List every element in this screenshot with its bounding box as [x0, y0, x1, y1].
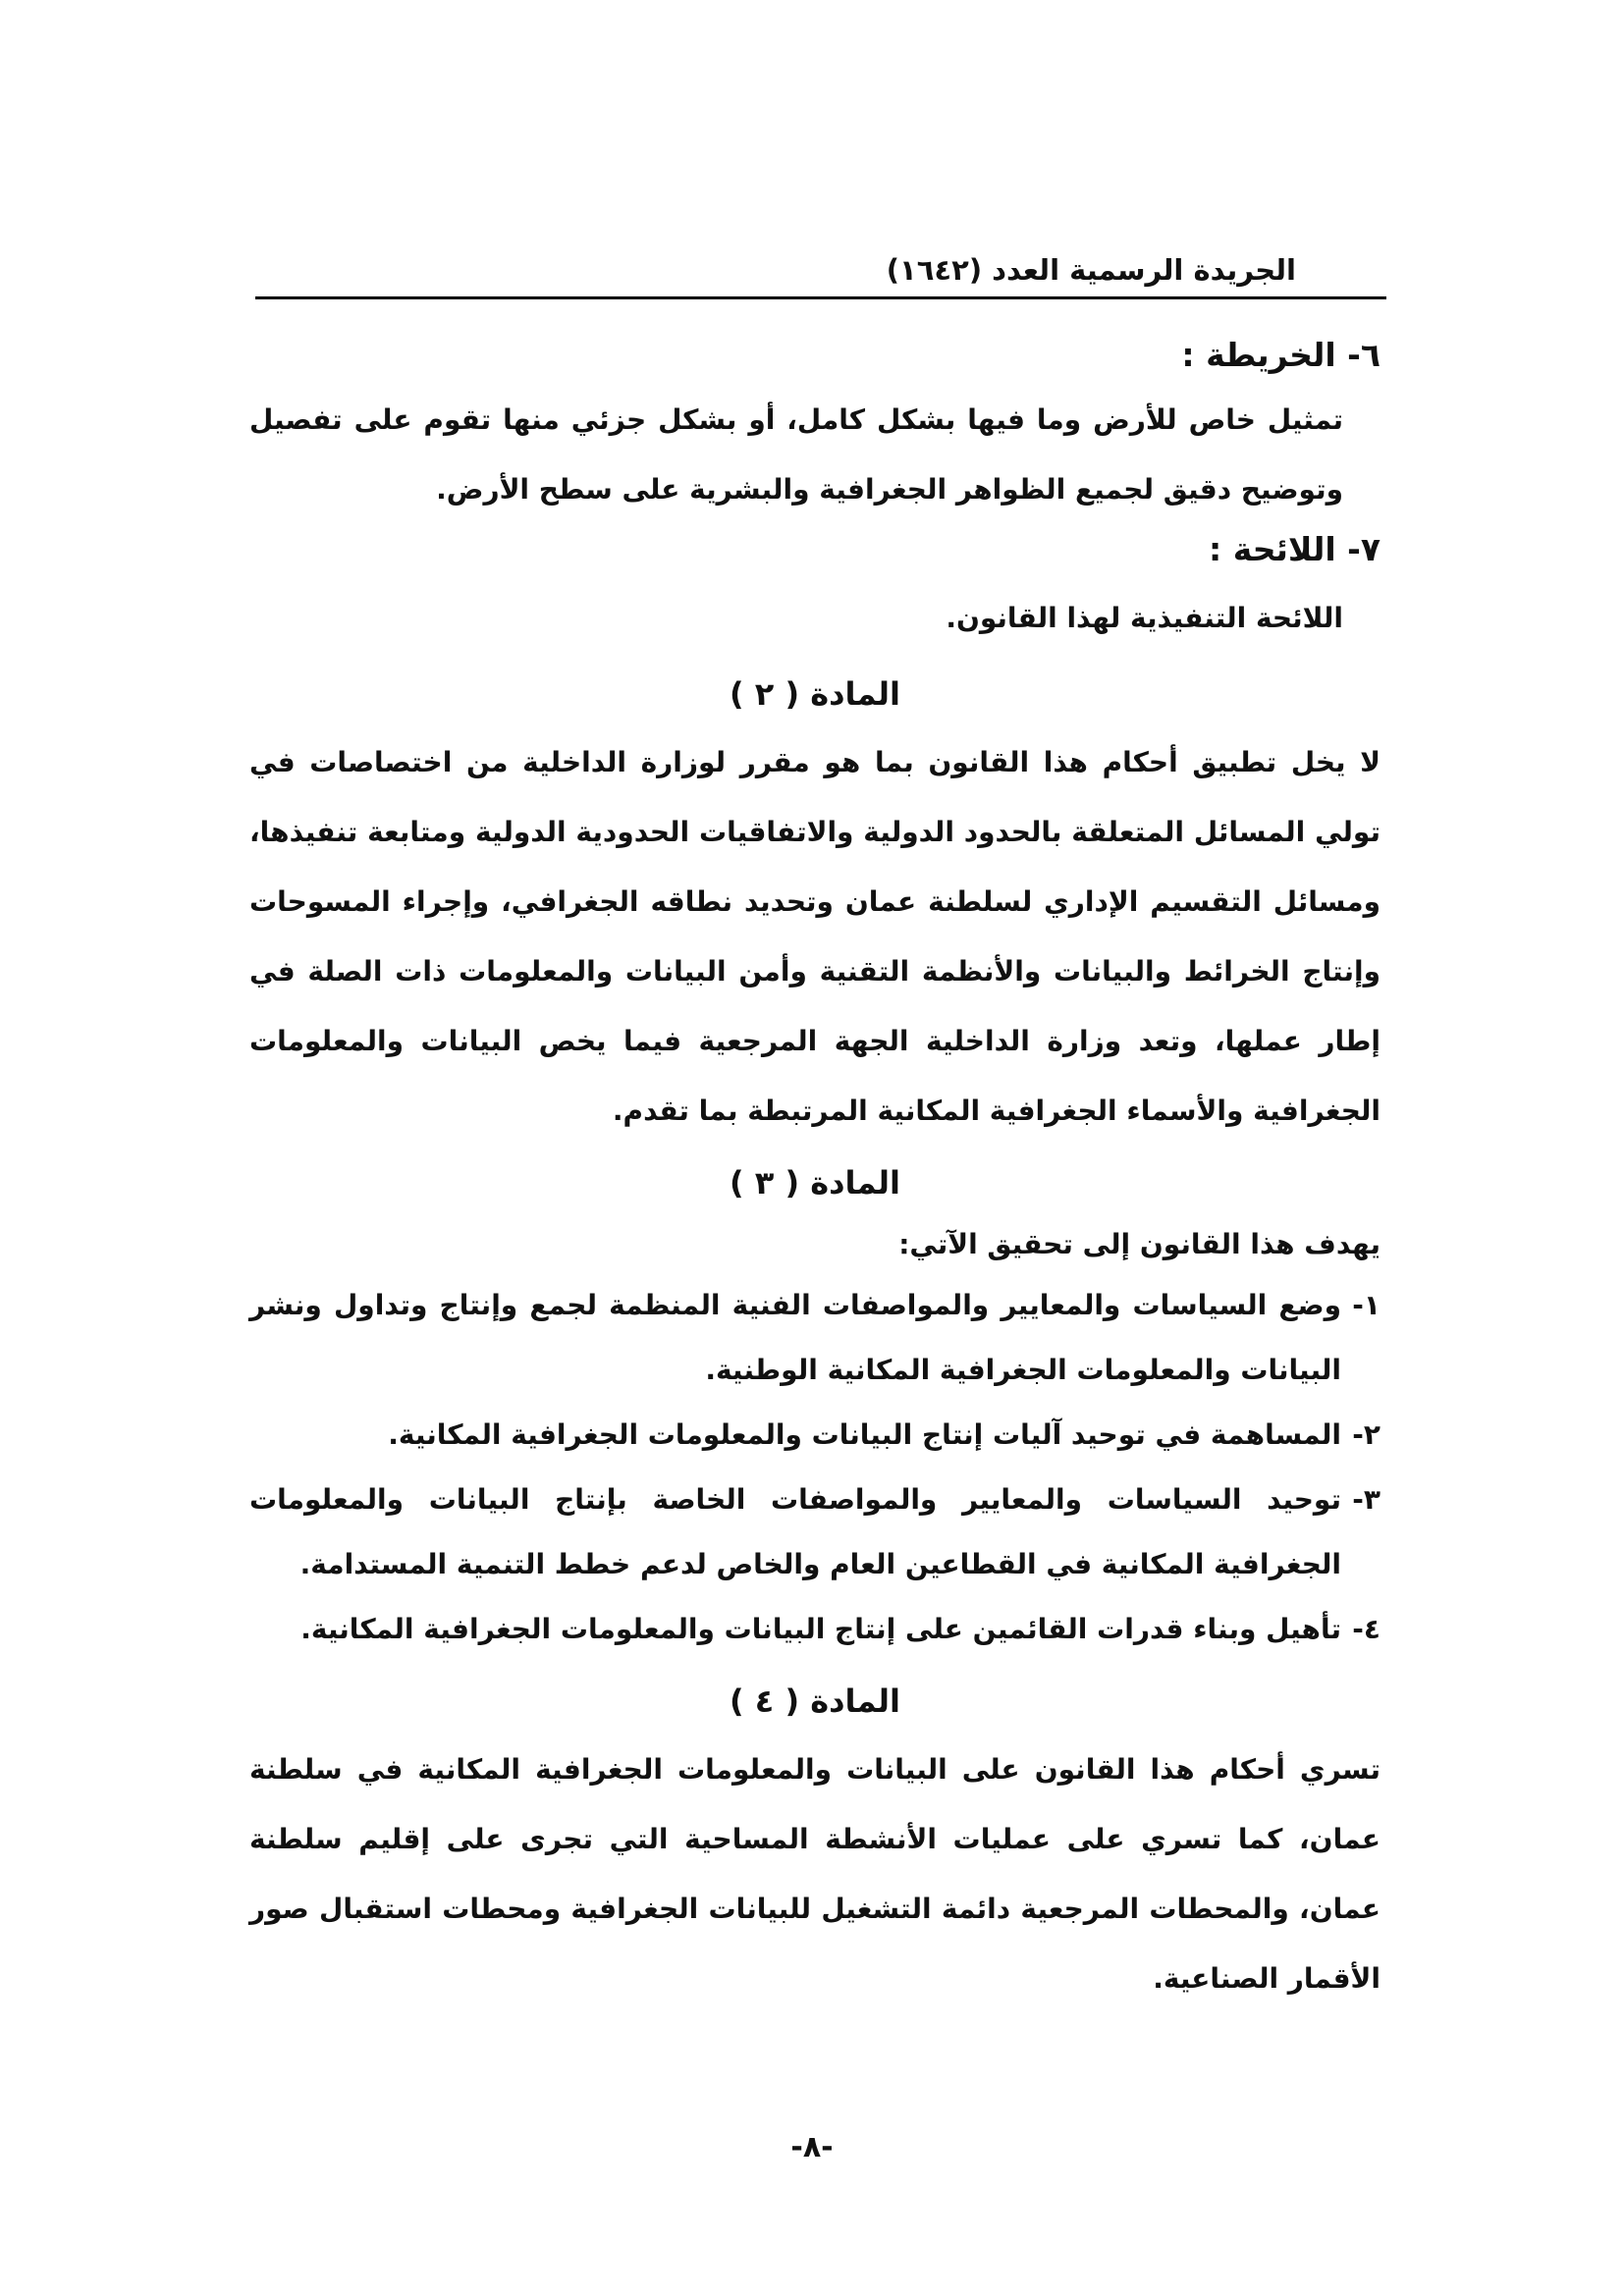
article-2 [249, 670, 1380, 1146]
definition-map-title: ٦- الخريطة : [1181, 336, 1380, 374]
article-3-item [249, 1273, 1380, 1403]
article-3-item [249, 1597, 1380, 1662]
article-3-heading: المادة ( ٣ ) [730, 1164, 900, 1201]
item-number: ٣- [1352, 1483, 1380, 1516]
definition-map [249, 332, 1380, 524]
article-3-item [249, 1468, 1380, 1597]
item-number: ٤- [1352, 1613, 1380, 1645]
item-number: ١- [1352, 1289, 1380, 1321]
item-text: المساهمة في توحيد آليات إنتاج البيانات والمعلومات الجغرافية المكانية. [388, 1418, 1341, 1451]
page-number: -٨- [790, 2130, 834, 2164]
item-text: تأهيل وبناء قدرات القائمين على إنتاج البيانات والمعلومات الجغرافية المكانية. [300, 1613, 1341, 1645]
gazette-title: الجريدة الرسمية العدد (١٦٤٢) [886, 253, 1296, 287]
article-4-text: تسري أحكام هذا القانون على البيانات والمعلومات الجغرافية المكانية في سلطنة عمان، كما تسري على عمليات الأنشطة المساحية التي تجرى على إقليم سلطنة عمان، والمحطات المرجعية دائمة التشغيل للبيانات الجغرافية ومحطات استقبال صور الأقمار الصناعية. [249, 1753, 1380, 1995]
article-3 [249, 1159, 1380, 1662]
article-3-item [249, 1403, 1380, 1468]
item-text: توحيد السياسات والمعايير والمواصفات الخاصة بإنتاج البيانات والمعلومات الجغرافية المكانية في القطاعين العام والخاص لدعم خطط التنمية المستدامة. [249, 1483, 1341, 1580]
article-2-text: لا يخل تطبيق أحكام هذا القانون بما هو مقرر لوزارة الداخلية من اختصاصات في تولي المسائل المتعلقة بالحدود الدولية والاتفاقيات الحدودية الدولية ومتابعة تنفيذها، ومسائل التقسيم الإداري لسلطنة عمان وتحديد نطاقه الجغرافي، وإجراء المسوحات وإنتاج الخرائط والبيانات والأنظمة التقنية وأمن البيانات والمعلومات ذات الصلة في إطار عملها، وتعد وزارة الداخلية الجهة المرجعية فيما يخص البيانات والمعلومات الجغرافية والأسماء الجغرافية المكانية المرتبطة بما تقدم. [249, 746, 1380, 1127]
article-3-intro: يهدف هذا القانون إلى تحقيق الآتي: [898, 1228, 1380, 1260]
item-text: وضع السياسات والمعايير والمواصفات الفنية المنظمة لجمع وإنتاج وتداول ونشر البيانات والمعلومات الجغرافية المكانية الوطنية. [249, 1289, 1341, 1386]
definition-regulation-text: اللائحة التنفيذية لهذا القانون. [946, 602, 1343, 634]
page-header [255, 253, 1386, 299]
article-4 [249, 1678, 1380, 2013]
definition-regulation [249, 526, 1380, 653]
article-2-heading: المادة ( ٢ ) [730, 675, 900, 713]
definition-map-text: تمثيل خاص للأرض وما فيها بشكل كامل، أو بشكل جزئي منها تقوم على تفصيل وتوضيح دقيق لجميع الظواهر الجغرافية والبشرية على سطح الأرض. [249, 403, 1343, 506]
document-body [249, 332, 1380, 2013]
definition-regulation-title: ٧- اللائحة : [1209, 530, 1380, 568]
article-4-heading: المادة ( ٤ ) [730, 1682, 900, 1720]
item-number: ٢- [1352, 1418, 1380, 1451]
